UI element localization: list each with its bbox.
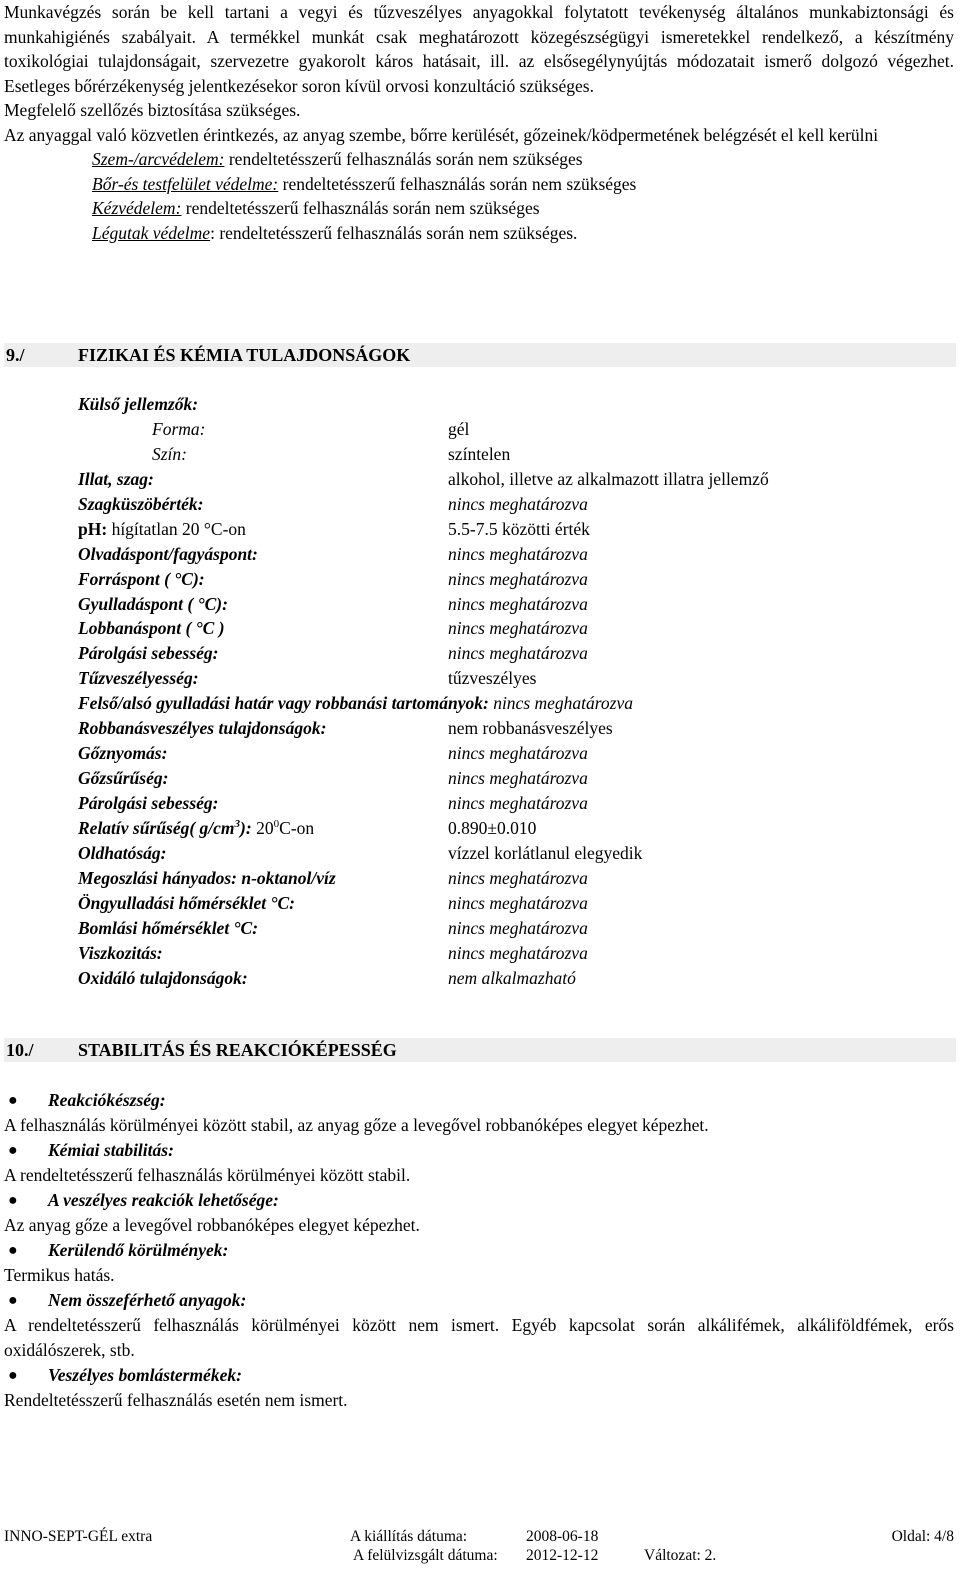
section-9-title: FIZIKAI ÉS KÉMIA TULAJDONSÁGOK (78, 345, 411, 365)
protection-hand-label: Kézvédelem: (92, 198, 182, 219)
list-item (4, 1188, 954, 1213)
property-value: nincs meghatározva (448, 643, 588, 664)
property-value: nincs meghatározva (448, 493, 588, 514)
property-label: Robbanásveszélyes tulajdonságok: (78, 718, 327, 739)
property-label: Bomlási hőmérséklet °C: (78, 917, 259, 938)
section-10-number: 10./ (6, 1040, 34, 1060)
property-label (78, 691, 633, 716)
list-item-heading: Nem összeférhető anyagok: (48, 1290, 247, 1310)
density-label-c: 20 (251, 817, 274, 838)
property-label: Gyulladáspont ( °C): (78, 593, 228, 614)
property-value: tűzveszélyes (448, 668, 537, 689)
bullet-icon: ● (8, 1367, 18, 1384)
list-item-heading: Veszélyes bomlástermékek: (48, 1365, 242, 1385)
protection-skin-text: rendeltetésszerű felhasználás során nem szükséges (278, 173, 637, 194)
protection-hand (92, 196, 954, 221)
section-9-heading (4, 343, 956, 367)
density-label-d: C-on (279, 817, 315, 838)
footer-product: INNO-SEPT-GÉL extra (4, 1528, 153, 1545)
property-label: Gőzsűrűség: (78, 768, 169, 789)
bullet-icon: ● (8, 1142, 18, 1159)
ph-condition: hígítatlan 20 °C-on (107, 518, 246, 539)
property-row (78, 517, 948, 542)
property-label: Szagküszöbérték: (78, 493, 204, 514)
list-item-text: Az anyag gőze a levegővel robbanóképes elegyet képezhet. (4, 1215, 420, 1235)
property-row (78, 616, 948, 641)
footer-review-label: A felülvizsgált dátuma: (353, 1547, 498, 1564)
property-label: Oldhatóság: (78, 842, 167, 863)
list-item (4, 1363, 954, 1388)
footer-issue-date: 2008-06-18 (526, 1528, 599, 1545)
property-row (78, 567, 948, 592)
list-item-heading: Reakciókészség: (48, 1090, 166, 1110)
property-value: 0.890±0.010 (448, 817, 537, 838)
property-label: Külső jellemzők: (78, 394, 199, 414)
section-10-heading (4, 1038, 956, 1062)
property-value: nincs meghatározva (448, 593, 588, 614)
property-label: Oxidáló tulajdonságok: (78, 967, 248, 988)
property-label: Tűzveszélyesség: (78, 668, 199, 689)
property-row (78, 691, 948, 716)
density-label-sup2: 0 (273, 818, 280, 831)
list-item (4, 1288, 954, 1313)
property-row (78, 916, 948, 941)
bullet-icon: ● (8, 1242, 18, 1259)
properties-table (78, 392, 948, 991)
protection-skin-label: Bőr-és testfelület védelme: (92, 173, 279, 194)
density-label-a: Relatív sűrűség( g/cm (78, 817, 235, 838)
property-value: nincs meghatározva (448, 892, 588, 913)
list-item-heading: Kerülendő körülmények: (48, 1240, 229, 1260)
protection-respiratory-label: Légutak védelme (92, 222, 211, 243)
density-label-b: ): (240, 817, 252, 838)
property-row (78, 866, 948, 891)
property-row (78, 966, 948, 991)
property-row (78, 741, 948, 766)
protection-eye-label: Szem-/arcvédelem: (92, 149, 225, 169)
footer-page-number: Oldal: 4/8 (891, 1528, 954, 1545)
list-item-heading: Kémiai stabilitás: (48, 1140, 174, 1160)
property-value: nincs meghatározva (448, 543, 588, 564)
protection-list (92, 147, 954, 245)
property-row (78, 442, 948, 467)
bullet-icon: ● (8, 1192, 18, 1209)
property-value: nincs meghatározva (448, 793, 588, 813)
property-label: Olvadáspont/fagyáspont: (78, 543, 258, 564)
protection-respiratory (92, 221, 954, 246)
property-label: Párolgási sebesség: (78, 643, 219, 664)
density-label-sup: 3 (234, 818, 241, 831)
property-value: alkohol, illetve az alkalmazott illatra jellemző (448, 468, 769, 489)
property-row (78, 467, 948, 492)
footer-version: Változat: 2. (644, 1547, 717, 1564)
property-label: Szín: (152, 443, 187, 464)
protection-respiratory-text: : rendeltetésszerű felhasználás során nem szükséges. (210, 222, 578, 243)
property-label: Megoszlási hányados: n-oktanol/víz (78, 867, 336, 888)
property-row (78, 816, 948, 841)
footer-review-date: 2012-12-12 (526, 1547, 599, 1564)
list-item-heading: A veszélyes reakciók lehetősége: (48, 1190, 279, 1210)
protection-eye-text: rendeltetésszerű felhasználás során nem szükséges (224, 149, 583, 169)
property-row (78, 392, 948, 417)
intro-paragraph-1: Munkavégzés során be kell tartani a vegyi és tűzveszélyes anyagokkal folytatott tevékenység általános munkabiztonsági és munkahigiénés szabályait. A termékkel munkát csak meghatározott közegészségügyi ismeretekkel rendelkező, a készítmény toxikológiai tulajdonságait, szervezetre gyakorolt káros hatásait, ill. az elsősegélynyújtás módozatait ismerő dolgozó végezhet. Esetleges bőrérzékenység jelentkezésekor soron kívül orvosi konzultáció szükséges. (4, 2, 954, 96)
list-item (4, 1238, 954, 1263)
property-row (78, 592, 948, 617)
property-value: nincs meghatározva (448, 743, 588, 764)
property-row (78, 542, 948, 567)
property-value: nem alkalmazható (448, 967, 576, 988)
property-row (78, 492, 948, 517)
property-row (78, 841, 948, 866)
property-row (78, 941, 948, 966)
property-row (78, 716, 948, 741)
property-label: Forráspont ( °C): (78, 568, 205, 589)
property-row (78, 791, 948, 816)
section-10-title: STABILITÁS ÉS REAKCIÓKÉPESSÉG (78, 1040, 397, 1060)
property-value: nincs meghatározva (448, 618, 588, 639)
property-label (78, 517, 246, 542)
list-item-text: A felhasználás körülményei között stabil, az anyag gőze a levegővel robbanóképes elegyet képezhet. (4, 1115, 709, 1135)
stability-list (4, 1088, 954, 1413)
bullet-icon: ● (8, 1292, 18, 1309)
protection-eye (92, 147, 954, 172)
protection-hand-text: rendeltetésszerű felhasználás során nem szükséges (181, 198, 540, 219)
property-value: 5.5-7.5 közötti érték (448, 518, 590, 539)
list-item (4, 1138, 954, 1163)
list-item-text: A rendeltetésszerű felhasználás körülményei között stabil. (4, 1165, 411, 1185)
property-label: Viszkozitás: (78, 942, 163, 963)
section-9-number: 9./ (6, 345, 25, 365)
bullet-icon: ● (8, 1092, 18, 1109)
property-value: színtelen (448, 443, 511, 464)
list-item-text: Rendeltetésszerű felhasználás esetén nem ismert. (4, 1390, 348, 1410)
property-value: nincs meghatározva (448, 942, 588, 963)
property-value: vízzel korlátlanul elegyedik (448, 842, 643, 863)
flammability-value: nincs meghatározva (488, 693, 634, 714)
property-row (78, 666, 948, 691)
property-label: Lobbanáspont ( °C ) (78, 618, 225, 639)
protection-skin (92, 172, 954, 197)
property-value: nincs meghatározva (448, 768, 588, 789)
property-value: nincs meghatározva (448, 917, 588, 938)
property-row (78, 766, 948, 791)
property-label: Öngyulladási hőmérséklet °C: (78, 892, 296, 913)
property-value: nincs meghatározva (448, 867, 588, 888)
list-item-text: Termikus hatás. (4, 1265, 115, 1285)
property-value: nincs meghatározva (448, 568, 588, 589)
property-row (78, 641, 948, 666)
intro-paragraph-3: Az anyaggal való közvetlen érintkezés, az anyag szembe, bőrre kerülését, gőzeinek/ködpermetének belégzését el kell kerülni (4, 124, 879, 145)
list-item (4, 1088, 954, 1113)
property-label: Párolgási sebesség: (78, 793, 219, 813)
list-item-text: A rendeltetésszerű felhasználás körülményei között nem ismert. Egyéb kapcsolat során alkálifémek, alkáliföldfémek, erős oxidálószerek, stb. (4, 1315, 954, 1360)
property-label: Forma: (152, 418, 206, 439)
ph-label: pH: (78, 518, 108, 539)
property-row (78, 417, 948, 442)
intro-paragraph-2: Megfelelő szellőzés biztosítása szükséges. (4, 100, 301, 120)
property-label (78, 816, 314, 841)
footer-issue-label: A kiállítás dátuma: (350, 1528, 468, 1545)
property-value: gél (448, 418, 470, 439)
property-value: nem robbanásveszélyes (448, 718, 613, 739)
property-label: Illat, szag: (78, 468, 154, 489)
property-label: Gőznyomás: (78, 743, 168, 764)
property-row (78, 891, 948, 916)
intro-text (4, 0, 954, 245)
flammability-label: Felső/alsó gyulladási határ vagy robbanási tartományok: (78, 693, 489, 714)
